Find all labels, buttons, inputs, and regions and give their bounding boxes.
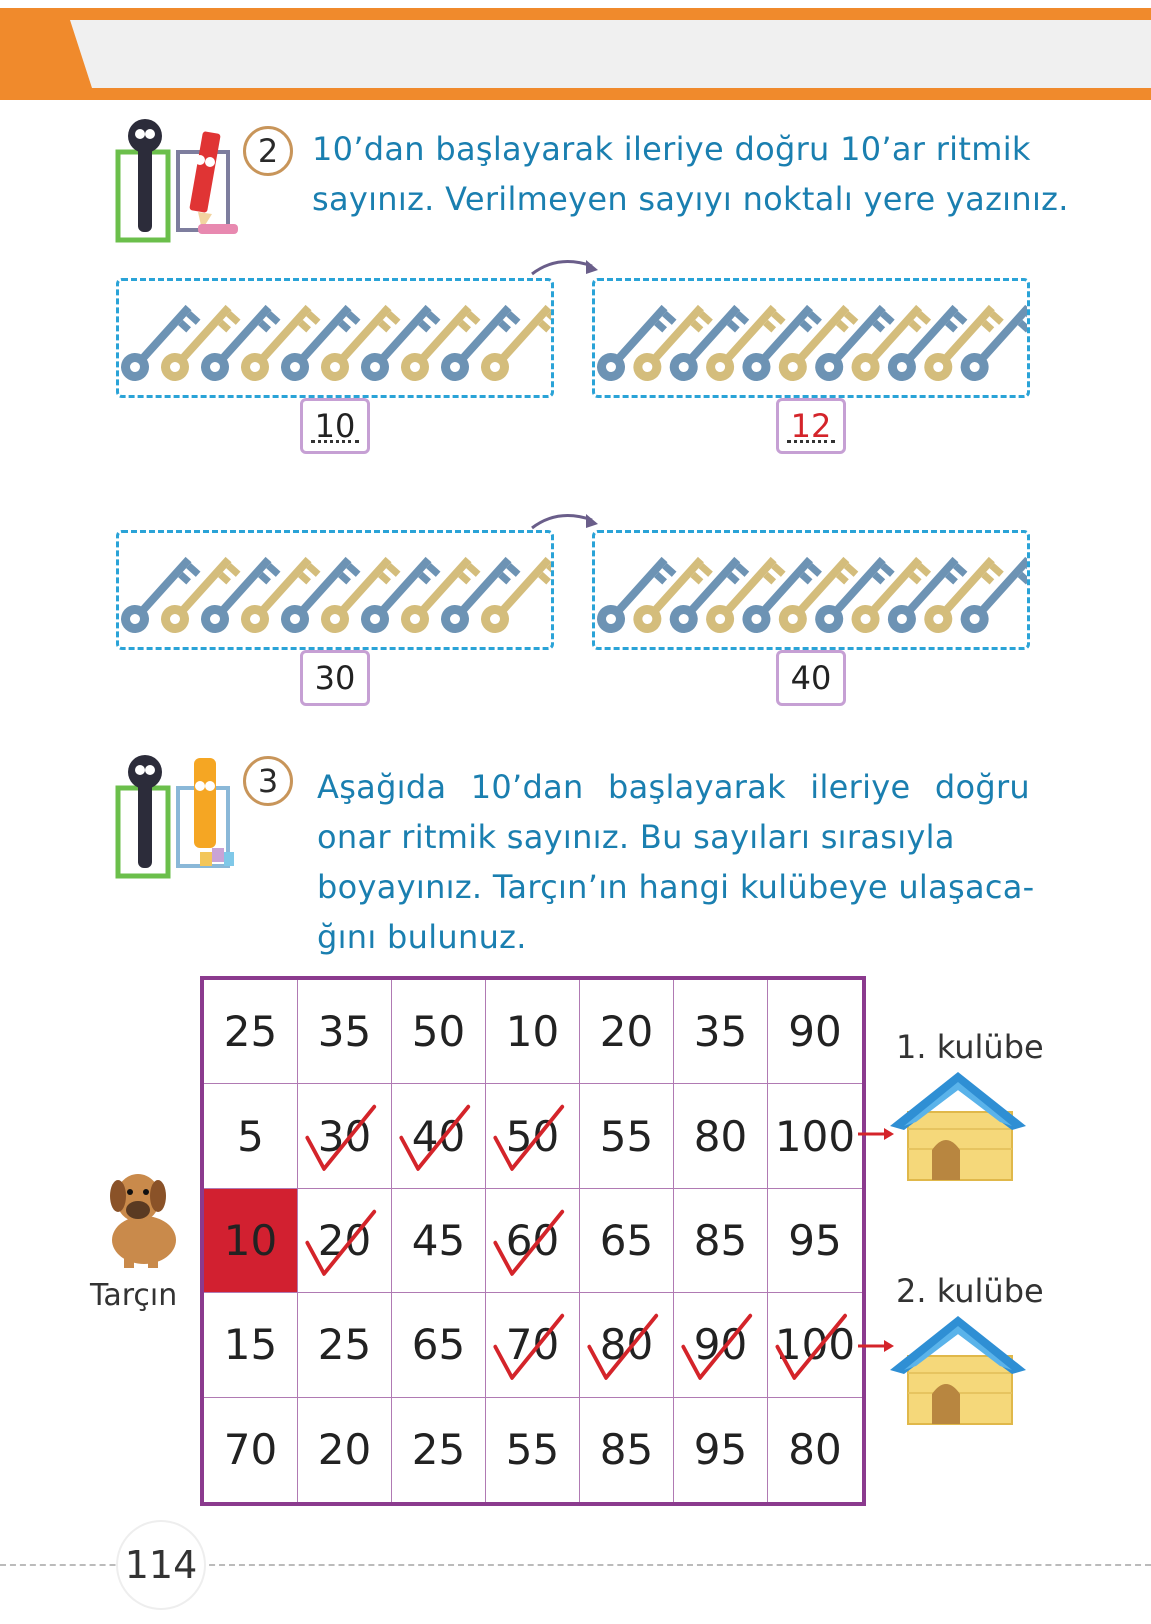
grid-cell-value: 30	[317, 1111, 372, 1161]
grid-cell-value: 20	[317, 1215, 372, 1265]
grid-cell[interactable]	[674, 980, 768, 1084]
key-group-2	[592, 278, 1030, 398]
grid-cell-value: 70	[505, 1320, 560, 1370]
grid-cell-value: 65	[599, 1215, 654, 1265]
grid-cell[interactable]	[204, 1189, 298, 1293]
key-icon	[355, 298, 441, 389]
key-icon	[195, 298, 281, 389]
grid-cell-value: 100	[774, 1320, 856, 1370]
key-icon	[235, 550, 321, 641]
grid-cell-value: 70	[223, 1425, 278, 1475]
grid-cell-value: 90	[693, 1320, 748, 1370]
grid-cell[interactable]	[486, 1293, 580, 1397]
question-3-line-4: ğını bulunuz.	[317, 918, 527, 956]
grid-cell-value: 20	[599, 1007, 654, 1057]
grid-cell[interactable]	[580, 1084, 674, 1188]
keys-illustration	[119, 533, 551, 647]
key-icon	[315, 298, 401, 389]
question-3-line-2: onar ritmik sayınız. Bu sayıları sırasıyla	[317, 818, 955, 856]
grid-cell[interactable]	[768, 1293, 862, 1397]
key-icon	[275, 298, 361, 389]
count-box-1[interactable]	[300, 398, 370, 454]
question-2-line-1: 10’dan başlayarak ileriye doğru 10’ar ritmik	[312, 130, 1031, 168]
grid-cell[interactable]	[768, 1398, 862, 1502]
grid-cell-value: 55	[505, 1425, 560, 1475]
count-box-4-value: 40	[790, 659, 832, 697]
dog-name: Tarçın	[90, 1278, 178, 1313]
grid-cell-value: 65	[411, 1320, 466, 1370]
key-icon	[475, 298, 551, 389]
grid-cell[interactable]	[392, 1189, 486, 1293]
doghouse-1-icon[interactable]	[888, 1068, 1028, 1184]
grid-cell-value: 95	[693, 1425, 748, 1475]
key-icon	[275, 550, 361, 641]
header-bar	[0, 0, 1151, 100]
key-icon	[435, 298, 521, 389]
grid-cell-value: 25	[317, 1320, 372, 1370]
grid-cell-value: 50	[411, 1007, 466, 1057]
dotted-line	[311, 440, 359, 443]
grid-cell-value: 80	[693, 1111, 748, 1161]
grid-cell-value: 35	[317, 1007, 372, 1057]
grid-cell[interactable]	[204, 980, 298, 1084]
grid-cell[interactable]	[298, 1189, 392, 1293]
grid-cell[interactable]	[298, 1293, 392, 1397]
arrow-icon	[528, 252, 608, 282]
key-icon	[315, 550, 401, 641]
grid-cell[interactable]	[768, 980, 862, 1084]
key-group-4	[592, 530, 1030, 650]
grid-cell[interactable]	[392, 1084, 486, 1188]
page-number: 114	[118, 1522, 204, 1608]
house-1-label: 1. kulübe	[896, 1028, 1044, 1066]
key-group-3	[116, 530, 554, 650]
grid-cell-value: 5	[237, 1111, 264, 1161]
count-box-3[interactable]	[300, 650, 370, 706]
grid-cell-value: 80	[788, 1425, 842, 1475]
count-box-3-value: 30	[314, 659, 356, 697]
grid-cell[interactable]	[298, 980, 392, 1084]
grid-cell-value: 80	[599, 1320, 654, 1370]
dotted-line	[787, 440, 835, 443]
microphone-pencil-illustration	[112, 112, 242, 247]
red-arrow-icon	[856, 1338, 896, 1354]
grid-cell-value: 85	[599, 1425, 654, 1475]
grid-cell[interactable]	[674, 1189, 768, 1293]
key-icon	[119, 550, 201, 641]
count-box-1-value: 10	[314, 407, 356, 445]
microphone-crayon-illustration	[112, 748, 242, 883]
red-arrow-icon	[856, 1126, 896, 1142]
grid-cell-value: 10	[505, 1007, 560, 1057]
grid-cell[interactable]	[580, 980, 674, 1084]
key-icon	[395, 298, 481, 389]
house-2-label: 2. kulübe	[896, 1272, 1044, 1310]
grid-cell[interactable]	[768, 1084, 862, 1188]
keys-illustration	[119, 281, 551, 395]
grid-cell-value: 25	[223, 1007, 278, 1057]
key-icon	[475, 550, 551, 641]
grid-cell[interactable]	[580, 1189, 674, 1293]
question-2-line-2: sayınız. Verilmeyen sayıyı noktalı yere yazınız.	[312, 180, 1069, 218]
grid-cell[interactable]	[674, 1398, 768, 1502]
grid-cell[interactable]	[580, 1398, 674, 1502]
key-icon	[195, 550, 281, 641]
grid-cell[interactable]	[392, 1293, 486, 1397]
grid-cell-value: 10	[223, 1215, 278, 1265]
grid-cell-value: 40	[411, 1111, 466, 1161]
grid-cell[interactable]	[298, 1084, 392, 1188]
key-group-1	[116, 278, 554, 398]
keys-illustration	[595, 281, 1027, 395]
grid-cell-value: 60	[505, 1215, 560, 1265]
grid-cell[interactable]	[298, 1398, 392, 1502]
grid-cell[interactable]	[486, 1084, 580, 1188]
grid-cell[interactable]	[768, 1189, 862, 1293]
grid-cell[interactable]	[204, 1084, 298, 1188]
key-icon	[435, 550, 521, 641]
grid-cell-value: 25	[411, 1425, 466, 1475]
grid-cell[interactable]	[204, 1398, 298, 1502]
grid-cell-value: 45	[411, 1215, 466, 1265]
grid-cell[interactable]	[674, 1084, 768, 1188]
key-icon	[155, 298, 241, 389]
grid-cell-value: 85	[693, 1215, 748, 1265]
grid-cell-value: 90	[788, 1007, 842, 1057]
key-icon	[355, 550, 441, 641]
grid-cell-value: 35	[693, 1007, 748, 1057]
doghouse-2-icon[interactable]	[888, 1312, 1028, 1428]
key-icon	[395, 550, 481, 641]
keys-illustration	[595, 533, 1027, 647]
question-3-line-3: boyayınız. Tarçın’ın hangi kulübeye ulaşaca-	[317, 868, 1035, 906]
grid-cell-value: 20	[317, 1425, 372, 1475]
key-icon	[119, 298, 201, 389]
grid-cell[interactable]	[486, 1189, 580, 1293]
grid-cell[interactable]	[674, 1293, 768, 1397]
count-box-2-value: 12	[790, 407, 832, 445]
key-icon	[235, 298, 321, 389]
question-3-line-1: Aşağıda 10’dan başlayarak ileriye doğru	[317, 768, 1030, 806]
key-icon	[155, 550, 241, 641]
count-box-2[interactable]	[776, 398, 846, 454]
question-2-text	[312, 124, 1069, 224]
question-number-3: 3	[243, 756, 293, 806]
dog-illustration	[96, 1160, 186, 1270]
grid-cell[interactable]	[392, 1398, 486, 1502]
grid-cell[interactable]	[486, 980, 580, 1084]
grid-cell-value: 55	[599, 1111, 654, 1161]
question-number-2: 2	[243, 126, 293, 176]
number-grid	[200, 976, 866, 1506]
grid-cell[interactable]	[392, 980, 486, 1084]
arrow-icon	[528, 506, 608, 536]
count-box-4[interactable]	[776, 650, 846, 706]
grid-cell[interactable]	[486, 1398, 580, 1502]
grid-cell-value: 50	[505, 1111, 560, 1161]
grid-cell-value: 100	[774, 1111, 856, 1161]
grid-cell-value: 95	[788, 1215, 842, 1265]
grid-cell[interactable]	[204, 1293, 298, 1397]
question-3-text	[317, 762, 1035, 962]
grid-cell[interactable]	[580, 1293, 674, 1397]
grid-cell-value: 15	[223, 1320, 278, 1370]
